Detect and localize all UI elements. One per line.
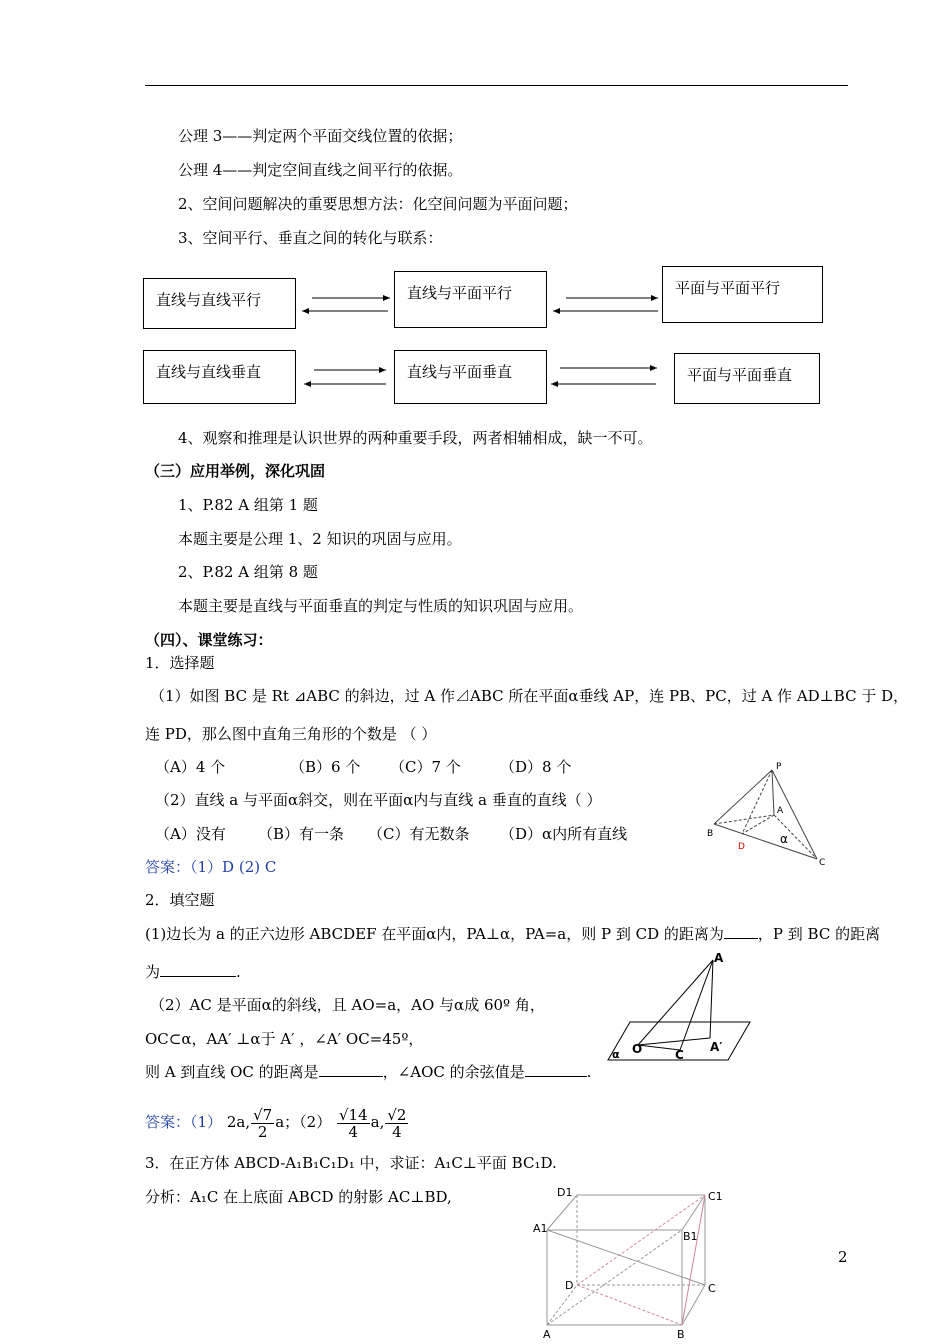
fig2-label-a: A bbox=[714, 951, 724, 965]
fig3-label-b: B bbox=[677, 1328, 685, 1341]
item3-line: 3、空间平行、垂直之间的转化与联系： bbox=[178, 229, 443, 247]
fig2-label-o: O bbox=[632, 1042, 643, 1056]
q1-line1: （1）如图 BC 是 Rt ⊿ABC 的斜边，过 A 作⊿ABC 所在平面α垂线 AP，连 PB、PC，过 A 作 AD⊥BC 于 D， bbox=[150, 687, 909, 705]
f1-line2: 为 . bbox=[145, 963, 241, 981]
answer1: 答案：（1）D (2) C bbox=[145, 858, 277, 876]
example2-note: 本题主要是直线与平面垂直的判定与性质的知识巩固与应用。 bbox=[178, 597, 584, 615]
blank-3[interactable] bbox=[319, 1062, 383, 1077]
section3-heading: （三）应用举例，深化巩固 bbox=[145, 462, 326, 480]
fig3-label-c: C bbox=[708, 1282, 716, 1295]
blank-1[interactable] bbox=[724, 924, 758, 939]
fig3-label-d1: D1 bbox=[557, 1186, 573, 1199]
fig3-label-d: D bbox=[565, 1279, 574, 1292]
q1-option-c: （C）7 个 bbox=[390, 758, 461, 776]
relation-arrows bbox=[0, 0, 950, 420]
box-plane-plane-parallel: 平面与平面平行 bbox=[662, 266, 823, 323]
fig1-label-a: A bbox=[777, 806, 784, 816]
box-line-line-perp: 直线与直线垂直 bbox=[143, 350, 296, 404]
answer2: 答案：（1） 2a, $\frac{√7}{2}$ a；（2） $\frac{√14}{4}$ a, $\frac{√2}{4}$ bbox=[145, 1105, 407, 1141]
figure-tetrahedron bbox=[700, 755, 840, 875]
problem3-line: 3．在正方体 ABCD-A₁B₁C₁D₁ 中，求证：A₁C⊥平面 BC₁D. bbox=[145, 1154, 557, 1172]
q2-option-d: （D）α内所有直线 bbox=[500, 825, 628, 843]
fraction-3: $\frac{√2}{4}$ bbox=[387, 1105, 407, 1141]
q2-line: （2）直线 a 与平面α斜交，则在平面α内与直线 a 垂直的直线（ ） bbox=[155, 791, 602, 809]
fig1-label-c: C bbox=[819, 858, 826, 868]
f2-line2: OC⊂α，AA′ ⊥α于 A′ ，∠A′ OC=45º， bbox=[145, 1030, 424, 1048]
fig3-label-c1: C1 bbox=[708, 1190, 723, 1203]
fraction-2: $\frac{√14}{4}$ bbox=[338, 1105, 368, 1141]
section4-heading: （四）、课堂练习： bbox=[145, 631, 273, 649]
q1-option-b: （B）6 个 bbox=[290, 758, 361, 776]
fig1-label-alpha: α bbox=[780, 832, 788, 846]
box-line-line-parallel: 直线与直线平行 bbox=[143, 278, 296, 329]
axiom4-line: 公理 4——判定空间直线之间平行的依据。 bbox=[178, 161, 463, 179]
axiom3-line: 公理 3——判定两个平面交线位置的依据； bbox=[178, 127, 463, 145]
page-number: 2 bbox=[838, 1248, 848, 1266]
q1-option-d: （D）8 个 bbox=[500, 758, 572, 776]
q1-line2: 连 PD，那么图中直角三角形的个数是 （ ） bbox=[145, 725, 437, 743]
q2-option-a: （A）没有 bbox=[155, 825, 226, 843]
example2-line: 2、P.82 A 组第 8 题 bbox=[178, 563, 318, 581]
fig2-label-aprime: A′ bbox=[710, 1040, 723, 1054]
blank-4[interactable] bbox=[525, 1062, 587, 1077]
example1-line: 1、P.82 A 组第 1 题 bbox=[178, 496, 318, 514]
fig1-label-p: P bbox=[776, 762, 782, 772]
q2-option-c: （C）有无数条 bbox=[368, 825, 470, 843]
blank-2[interactable] bbox=[160, 962, 236, 977]
q2-option-b: （B）有一条 bbox=[258, 825, 345, 843]
fig3-label-b1: B1 bbox=[683, 1230, 698, 1243]
choice-heading: 1．选择题 bbox=[145, 654, 215, 672]
figure-oblique-line bbox=[600, 950, 760, 1070]
box-line-plane-perp: 直线与平面垂直 bbox=[394, 350, 547, 404]
fig1-label-d: D bbox=[738, 842, 745, 852]
fig2-label-alpha: α bbox=[612, 1048, 620, 1061]
fig3-label-a1: A1 bbox=[533, 1222, 548, 1235]
box-plane-plane-perp: 平面与平面垂直 bbox=[674, 353, 820, 404]
fig1-label-b: B bbox=[707, 829, 714, 839]
fig2-label-c: C bbox=[675, 1048, 684, 1062]
fraction-1: $\frac{√7}{2}$ bbox=[253, 1105, 273, 1141]
f1-line1: (1)边长为 a 的正六边形 ABCDEF 在平面α内，PA⊥α，PA=a，则 P 到 CD 的距离为 ，P 到 BC 的距离 bbox=[145, 925, 881, 943]
fig3-label-a: A bbox=[543, 1328, 551, 1341]
example1-note: 本题主要是公理 1、2 知识的巩固与应用。 bbox=[178, 530, 462, 548]
item2-line: 2、空间问题解决的重要思想方法：化空间问题为平面问题； bbox=[178, 195, 578, 213]
fill-heading: 2．填空题 bbox=[145, 891, 215, 909]
analysis-line: 分析：A₁C 在上底面 ABCD 的射影 AC⊥BD, bbox=[145, 1188, 452, 1206]
f2-line3: 则 A 到直线 OC 的距离是 ，∠AOC 的余弦值是 . bbox=[145, 1063, 592, 1081]
box-line-plane-parallel: 直线与平面平行 bbox=[394, 271, 547, 328]
f2-line1: （2）AC 是平面α的斜线，且 AO=a，AO 与α成 60º 角， bbox=[150, 996, 545, 1014]
figure-cube bbox=[525, 1180, 735, 1344]
item4-line: 4、观察和推理是认识世界的两种重要手段，两者相辅相成，缺一不可。 bbox=[178, 429, 653, 447]
q1-option-a: （A）4 个 bbox=[155, 758, 226, 776]
